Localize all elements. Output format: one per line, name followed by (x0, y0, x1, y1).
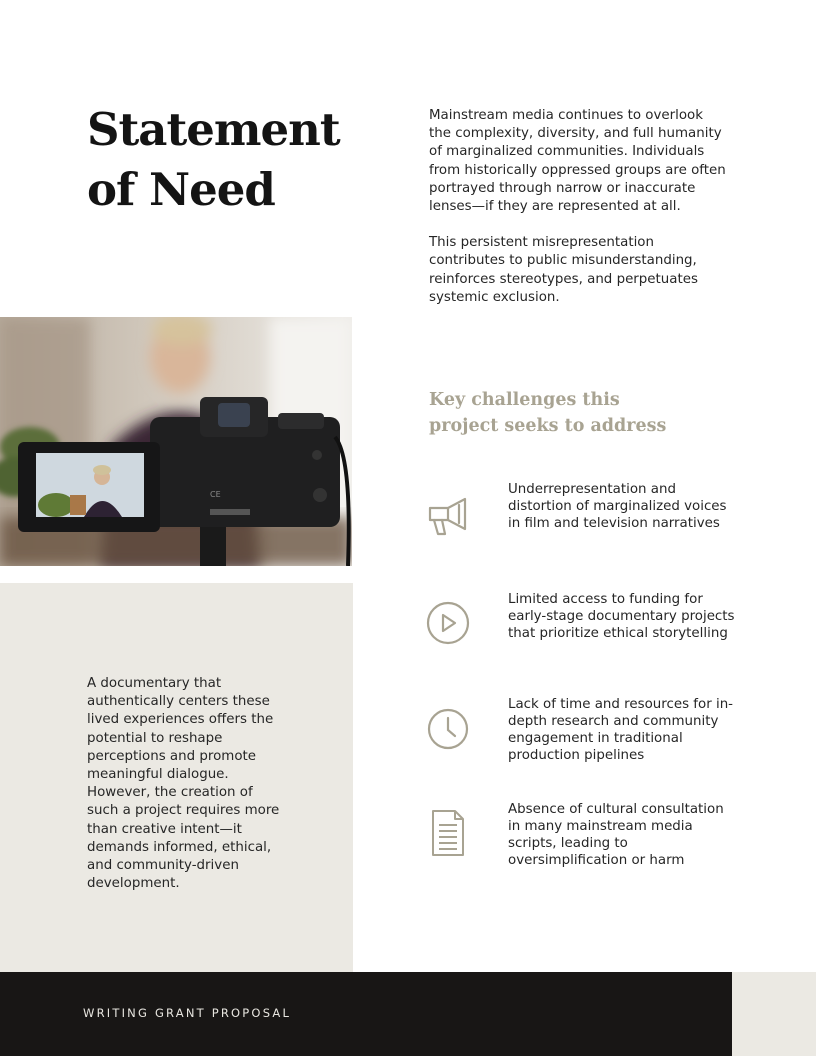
play-circle-icon (420, 595, 476, 651)
challenges-heading (429, 387, 709, 439)
summary-text: A documentary that authentically centers these lived experiences offers the potential to reshape perceptions and promote meaningful dialogue. However, the creation of such a project requires more than creative intent—it demands informed, ethical, and community-driven development. (87, 676, 280, 892)
megaphone-icon (420, 485, 476, 541)
challenge-text: Limited access to funding for early-stage documentary projects that prioritize ethical storytelling (508, 592, 735, 641)
clock-icon (420, 701, 476, 757)
intro-paragraph-2: This persistent misrepresentation contributes to public misunderstanding, reinforces stereotypes, and perpetuates systemic exclusion. (429, 235, 698, 305)
document-icon (420, 805, 476, 861)
footer-label: WRITING GRANT PROPOSAL (83, 1006, 292, 1020)
challenges-heading-line-2: project seeks to address (429, 416, 667, 436)
camera-photo-illustration (0, 317, 352, 566)
title-line-1: Statement (87, 103, 340, 156)
challenge-text: Underrepresentation and distortion of marginalized voices in film and television narratives (508, 482, 727, 531)
title-line-2: of Need (87, 163, 275, 216)
intro-text (429, 107, 729, 325)
challenge-text: Absence of cultural consultation in many mainstream media scripts, leading to oversimplification or harm (508, 802, 724, 868)
footer-corner-block (732, 972, 816, 1056)
challenges-heading-line-1: Key challenges this (429, 390, 620, 410)
camera-marking: CE (210, 490, 221, 499)
intro-paragraph-1: Mainstream media continues to overlook the complexity, diversity, and full humanity of marginalized communities. Individuals from historically oppressed groups are often portrayed through narrow or inaccurate lenses—if they are represented at all. (429, 108, 726, 215)
page-title (87, 100, 387, 220)
challenge-text: Lack of time and resources for in-depth research and community engagement in traditional production pipelines (508, 697, 734, 763)
camera-photo (0, 317, 352, 566)
